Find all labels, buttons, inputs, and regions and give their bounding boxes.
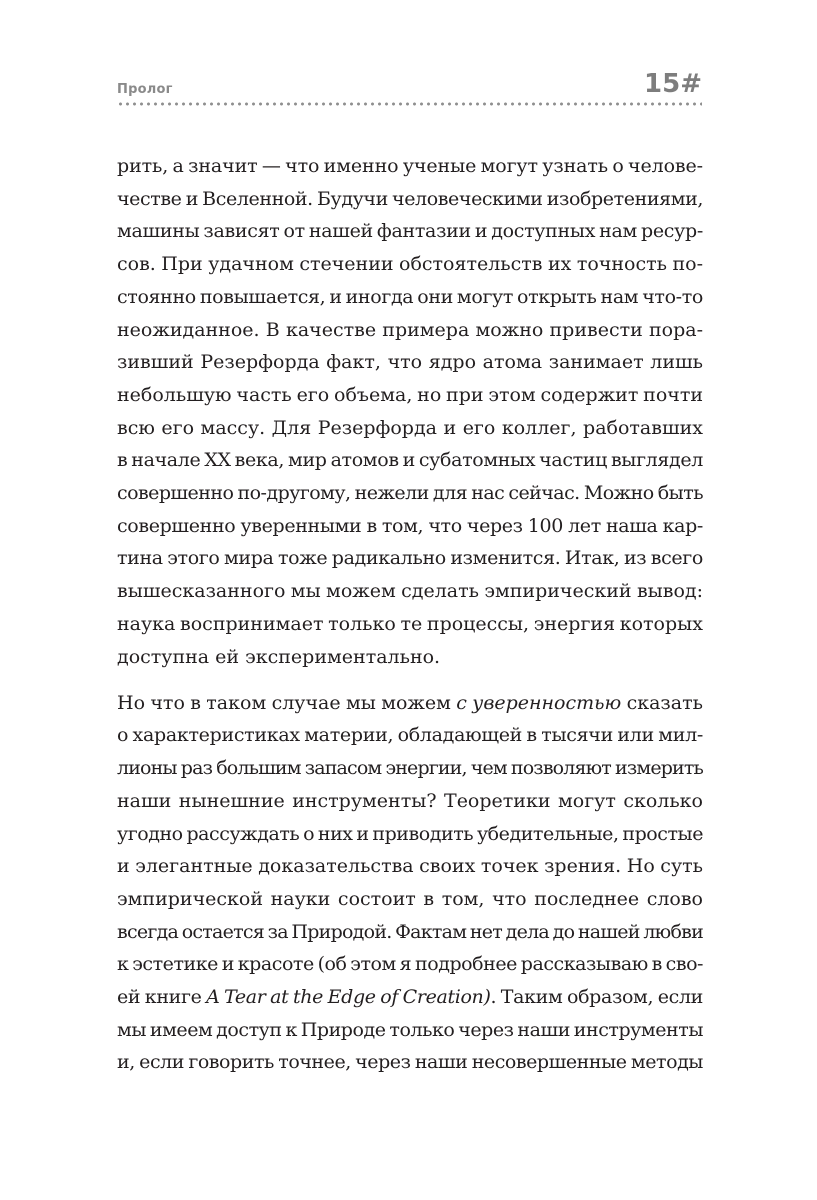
text-line: машины зависят от нашей фантазии и доступных нам ресур- (117, 220, 703, 243)
paragraph-1 (117, 150, 703, 673)
text-line: зивший Резерфорда факт, что ядро атома занимает лишь (117, 351, 703, 374)
text-line: сов. При удачном стечении обстоятельств их точность по- (117, 253, 703, 276)
section-title: Пролог (117, 82, 173, 97)
text-line: рить, а значит — что именно ученые могут узнать о человe- (117, 155, 703, 177)
body-text (117, 150, 703, 1079)
text-line: тина этого мира тоже радикально изменится. Итак, из всего (117, 547, 703, 570)
text-line: и, если говорить точнее, через наши несовершенные методы (117, 1051, 703, 1074)
text-line: о характеристиках материи, обладающей в тысячи или мил- (117, 724, 703, 747)
text-line: лионы раз большим запасом энергии, чем позволяют измерить (117, 757, 703, 780)
text-line: небольшую часть его объема, но при этом содержит почти (117, 383, 703, 406)
text-line: всю его массу. Для Резерфорда и его коллег, работавших (117, 416, 703, 439)
emphasis-text: с уверенностью (456, 691, 622, 714)
running-header (117, 68, 702, 110)
book-title: A Tear at the Edge of Creation) (206, 986, 491, 1009)
text-line: стоянно повышается, и иногда они могут открыть нам что-то (117, 285, 703, 308)
text-line: угодно рассуждать о них и приводить убедительные, простые (117, 822, 703, 845)
text-line: вышесказанного мы можем сделать эмпирический вывод: (117, 580, 703, 603)
text-line: в начале XX века, мир атомов и субатомных частиц выглядел (117, 449, 703, 472)
text-line (117, 687, 703, 720)
text-run: Но что в таком случае мы можем (117, 691, 457, 714)
text-line: честве и Вселенной. Будучи человеческими изобретениями, (117, 187, 703, 210)
text-line: неожиданное. В качестве примера можно привести пора- (117, 318, 703, 341)
text-line: доступна ей экспериментально. (117, 645, 441, 668)
text-run: ей книге (117, 986, 207, 1009)
text-run: сказать (621, 691, 703, 714)
text-line: совершенно уверенными в том, что через 100 лет наша кар- (117, 514, 703, 537)
text-line: эмпирической науки состоит в том, что последнее слово (117, 887, 703, 910)
text-line: совершенно по-другому, нежели для нас сейчас. Можно быть (117, 482, 703, 505)
text-line: мы имеем доступ к Природе только через наши инструменты (117, 1018, 703, 1041)
dotted-divider (117, 102, 702, 106)
text-run: . Таким образом, если (490, 986, 703, 1009)
paragraph-2 (117, 687, 703, 1079)
text-line: к эстетике и красоте (об этом я подробнее рассказываю в сво- (117, 953, 704, 976)
text-line (117, 981, 703, 1014)
page-number: 15# (644, 69, 702, 99)
text-line: и элегантные доказательства своих точек зрения. Но суть (117, 855, 703, 878)
text-line: всегда остается за Природой. Фактам нет дела до нашей любви (117, 920, 703, 943)
text-line: наука воспринимает только те процессы, энергия которых (117, 612, 703, 635)
text-line: наши нынешние инструменты? Теоретики могут сколько (117, 789, 703, 812)
